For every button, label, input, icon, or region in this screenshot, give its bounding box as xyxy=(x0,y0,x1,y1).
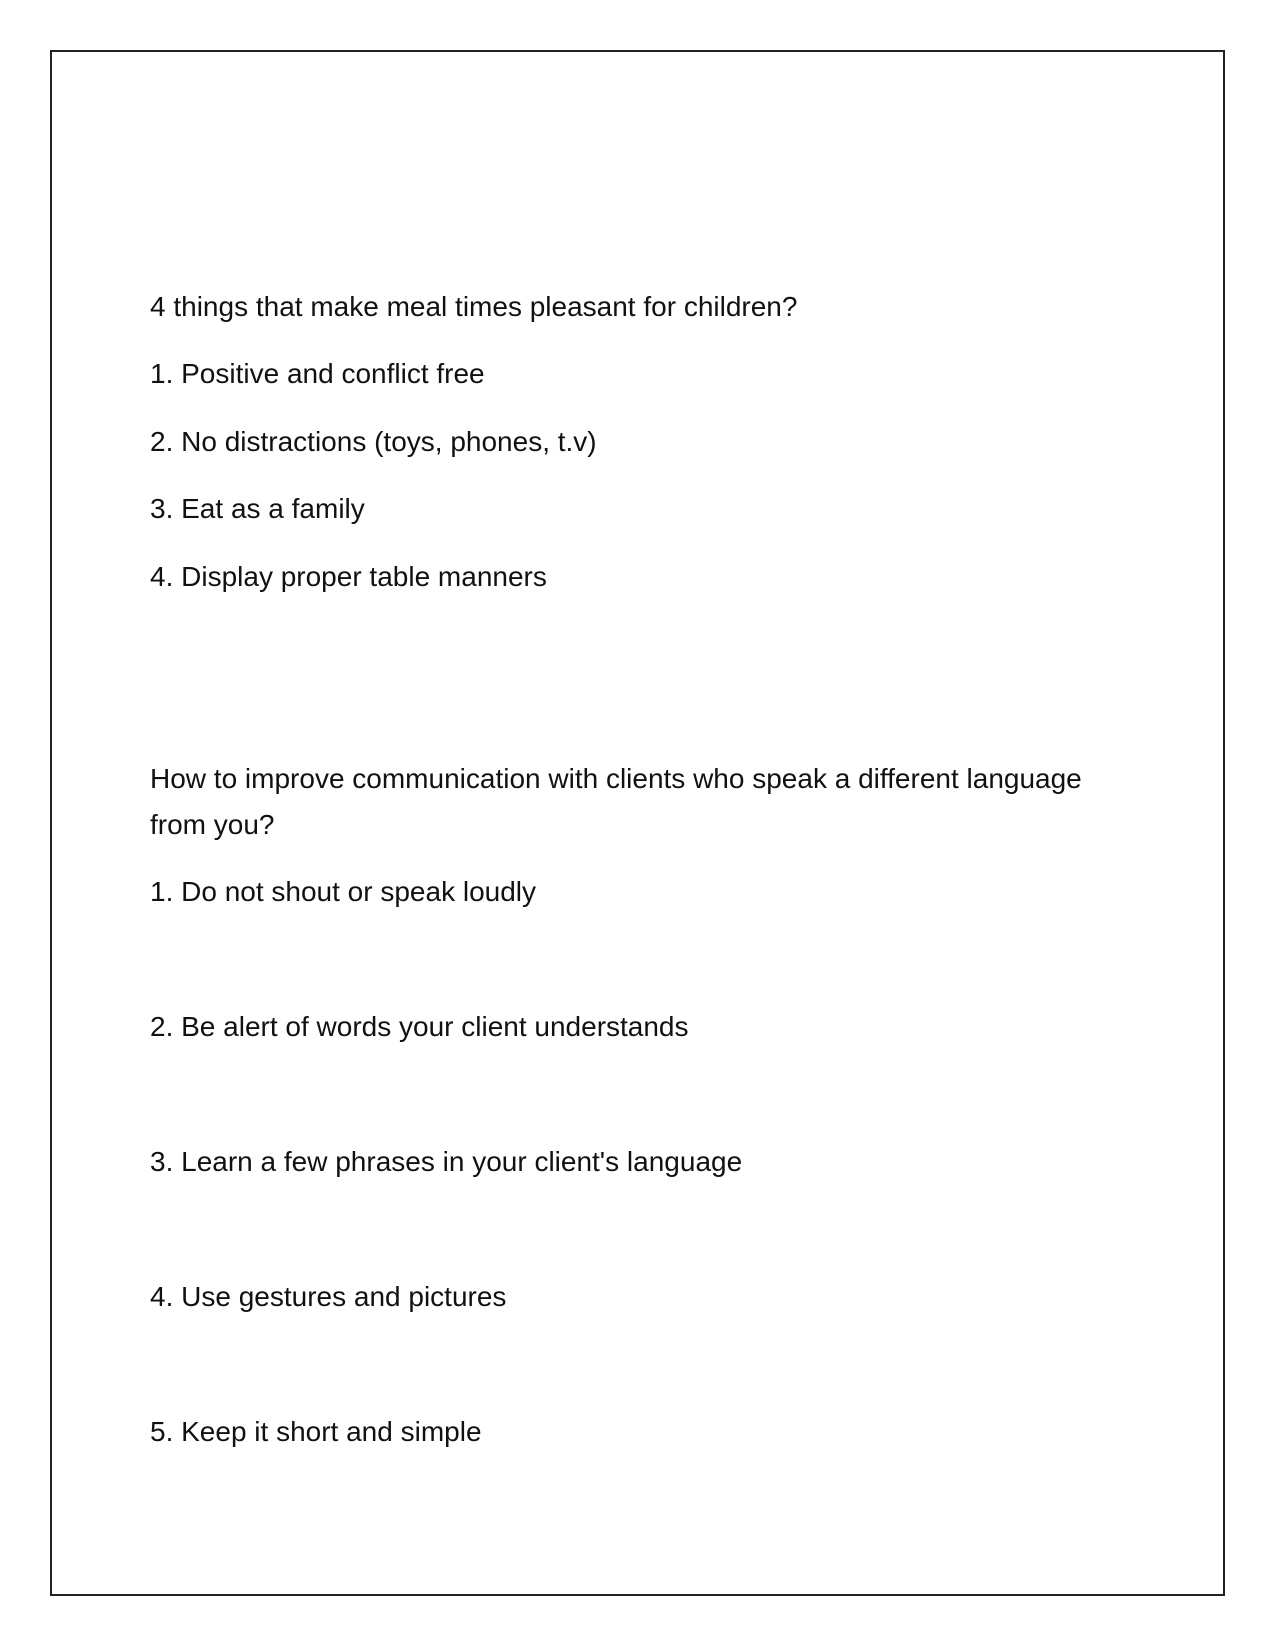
list-item: 2. No distractions (toys, phones, t.v) xyxy=(150,426,597,457)
list-item: 4. Display proper table manners xyxy=(150,561,547,592)
list-item: 2. Be alert of words your client understands xyxy=(150,1011,689,1042)
question-communication: How to improve communication with clients who speak a different language from you? xyxy=(150,763,1082,840)
question-meal-times: 4 things that make meal times pleasant for children? xyxy=(150,291,798,322)
list-item: 4. Use gestures and pictures xyxy=(150,1281,507,1312)
list-item: 3. Learn a few phrases in your client's language xyxy=(150,1146,743,1177)
list-item: 1. Do not shout or speak loudly xyxy=(150,876,537,907)
list-item: 1. Positive and conflict free xyxy=(150,358,485,389)
list-item: 3. Eat as a family xyxy=(150,493,365,524)
list-item: 5. Keep it short and simple xyxy=(150,1416,482,1447)
